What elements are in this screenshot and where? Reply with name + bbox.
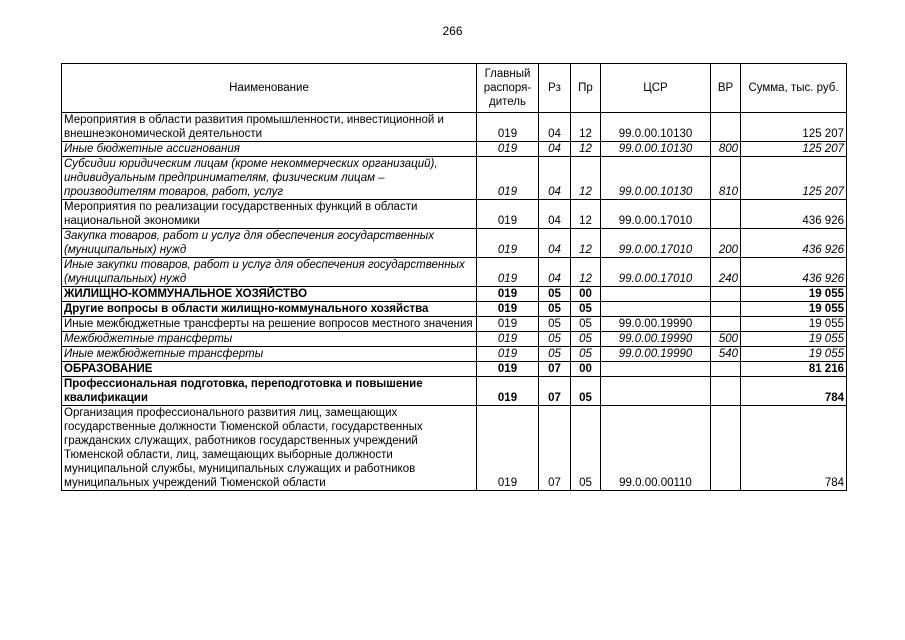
cell-sum: 436 926 (741, 229, 847, 258)
cell-vr: 200 (711, 229, 741, 258)
table-row (62, 229, 847, 258)
cell-vr: 800 (711, 142, 741, 157)
cell-vr: 500 (711, 332, 741, 347)
cell-vr (711, 377, 741, 406)
table-row (62, 362, 847, 377)
table-row (62, 347, 847, 362)
cell-vr (711, 317, 741, 332)
cell-vr (711, 302, 741, 317)
cell-name: Другие вопросы в области жилищно-коммунального хозяйства (62, 302, 477, 317)
cell-rz: 04 (539, 157, 571, 200)
cell-sum: 784 (741, 406, 847, 491)
cell-sum: 125 207 (741, 113, 847, 142)
cell-name: Иные бюджетные ассигнования (62, 142, 477, 157)
table-row (62, 287, 847, 302)
cell-csr: 99.0.00.17010 (601, 200, 711, 229)
cell-vr: 240 (711, 258, 741, 287)
cell-rz: 05 (539, 287, 571, 302)
cell-rz: 05 (539, 332, 571, 347)
cell-csr (601, 377, 711, 406)
cell-gr: 019 (477, 317, 539, 332)
cell-gr: 019 (477, 113, 539, 142)
cell-gr: 019 (477, 377, 539, 406)
cell-name: Иные межбюджетные трансферты (62, 347, 477, 362)
cell-rz: 04 (539, 200, 571, 229)
cell-vr (711, 113, 741, 142)
cell-sum: 19 055 (741, 332, 847, 347)
table-row (62, 142, 847, 157)
cell-name: Субсидии юридическим лицам (кроме некоммерческих организаций), индивидуальным предпринимателям, физическим лицам – производителям товаров, работ, услуг (62, 157, 477, 200)
cell-csr: 99.0.00.10130 (601, 142, 711, 157)
cell-gr: 019 (477, 258, 539, 287)
cell-rz: 04 (539, 113, 571, 142)
cell-pr: 12 (571, 200, 601, 229)
cell-pr: 12 (571, 142, 601, 157)
cell-vr: 540 (711, 347, 741, 362)
cell-rz: 04 (539, 142, 571, 157)
cell-csr: 99.0.00.17010 (601, 229, 711, 258)
cell-csr (601, 287, 711, 302)
cell-gr: 019 (477, 287, 539, 302)
cell-name: Иные межбюджетные трансферты на решение вопросов местного значения (62, 317, 477, 332)
header-vr: ВР (711, 64, 741, 113)
cell-pr: 05 (571, 332, 601, 347)
cell-rz: 04 (539, 229, 571, 258)
cell-pr: 05 (571, 317, 601, 332)
cell-vr (711, 406, 741, 491)
cell-sum: 19 055 (741, 347, 847, 362)
table-row (62, 200, 847, 229)
cell-vr (711, 200, 741, 229)
cell-csr: 99.0.00.19990 (601, 347, 711, 362)
cell-name: ЖИЛИЩНО-КОММУНАЛЬНОЕ ХОЗЯЙСТВО (62, 287, 477, 302)
cell-gr: 019 (477, 142, 539, 157)
cell-sum: 125 207 (741, 142, 847, 157)
page-number: 266 (442, 24, 463, 38)
cell-gr: 019 (477, 157, 539, 200)
cell-csr: 99.0.00.19990 (601, 332, 711, 347)
table-header-row (62, 64, 847, 113)
cell-csr (601, 362, 711, 377)
cell-gr: 019 (477, 406, 539, 491)
cell-sum: 125 207 (741, 157, 847, 200)
table-row (62, 377, 847, 406)
cell-rz: 07 (539, 362, 571, 377)
cell-pr: 00 (571, 287, 601, 302)
table-row (62, 332, 847, 347)
cell-csr: 99.0.00.10130 (601, 157, 711, 200)
cell-vr: 810 (711, 157, 741, 200)
cell-csr (601, 302, 711, 317)
cell-rz: 05 (539, 302, 571, 317)
cell-gr: 019 (477, 332, 539, 347)
cell-pr: 05 (571, 347, 601, 362)
cell-vr (711, 287, 741, 302)
table-row (62, 113, 847, 142)
cell-name: Профессиональная подготовка, переподготовка и повышение квалификации (62, 377, 477, 406)
cell-pr: 00 (571, 362, 601, 377)
cell-rz: 07 (539, 406, 571, 491)
table-row (62, 406, 847, 491)
cell-name: Межбюджетные трансферты (62, 332, 477, 347)
header-gr: Главный распоря-дитель (477, 64, 539, 113)
cell-name: Иные закупки товаров, работ и услуг для обеспечения государственных (муниципальных) нужд (62, 258, 477, 287)
table-row (62, 157, 847, 200)
cell-gr: 019 (477, 302, 539, 317)
cell-csr: 99.0.00.10130 (601, 113, 711, 142)
cell-name: Закупка товаров, работ и услуг для обеспечения государственных (муниципальных) нужд (62, 229, 477, 258)
header-csr: ЦСР (601, 64, 711, 113)
cell-rz: 05 (539, 347, 571, 362)
cell-pr: 05 (571, 302, 601, 317)
cell-rz: 05 (539, 317, 571, 332)
cell-pr: 12 (571, 113, 601, 142)
cell-pr: 12 (571, 258, 601, 287)
header-rz: Рз (539, 64, 571, 113)
cell-csr: 99.0.00.19990 (601, 317, 711, 332)
cell-name: Организация профессионального развития лиц, замещающих государственные должности Тюменской области, государственных гражданских служащих, работников государственных учреждений Тюменской области, лиц, замещающих выборные должности муниципальной службы, муниципальных служащих и работников муниципальных учреждений Тюменской области (62, 406, 477, 491)
header-pr: Пр (571, 64, 601, 113)
cell-csr: 99.0.00.00110 (601, 406, 711, 491)
cell-name: ОБРАЗОВАНИЕ (62, 362, 477, 377)
cell-sum: 19 055 (741, 302, 847, 317)
cell-sum: 784 (741, 377, 847, 406)
table-row (62, 258, 847, 287)
table-row (62, 302, 847, 317)
budget-table (61, 63, 847, 491)
cell-gr: 019 (477, 347, 539, 362)
cell-sum: 19 055 (741, 317, 847, 332)
header-name: Наименование (62, 64, 477, 113)
cell-sum: 436 926 (741, 258, 847, 287)
cell-csr: 99.0.00.17010 (601, 258, 711, 287)
table-row (62, 317, 847, 332)
cell-sum: 436 926 (741, 200, 847, 229)
cell-name: Мероприятия в области развития промышленности, инвестиционной и внешнеэкономической деятельности (62, 113, 477, 142)
cell-pr: 05 (571, 406, 601, 491)
cell-gr: 019 (477, 200, 539, 229)
cell-rz: 04 (539, 258, 571, 287)
cell-pr: 05 (571, 377, 601, 406)
cell-pr: 12 (571, 157, 601, 200)
cell-rz: 07 (539, 377, 571, 406)
cell-vr (711, 362, 741, 377)
cell-name: Мероприятия по реализации государственных функций в области национальной экономики (62, 200, 477, 229)
cell-sum: 81 216 (741, 362, 847, 377)
cell-gr: 019 (477, 362, 539, 377)
header-sum: Сумма, тыс. руб. (741, 64, 847, 113)
cell-pr: 12 (571, 229, 601, 258)
cell-gr: 019 (477, 229, 539, 258)
cell-sum: 19 055 (741, 287, 847, 302)
